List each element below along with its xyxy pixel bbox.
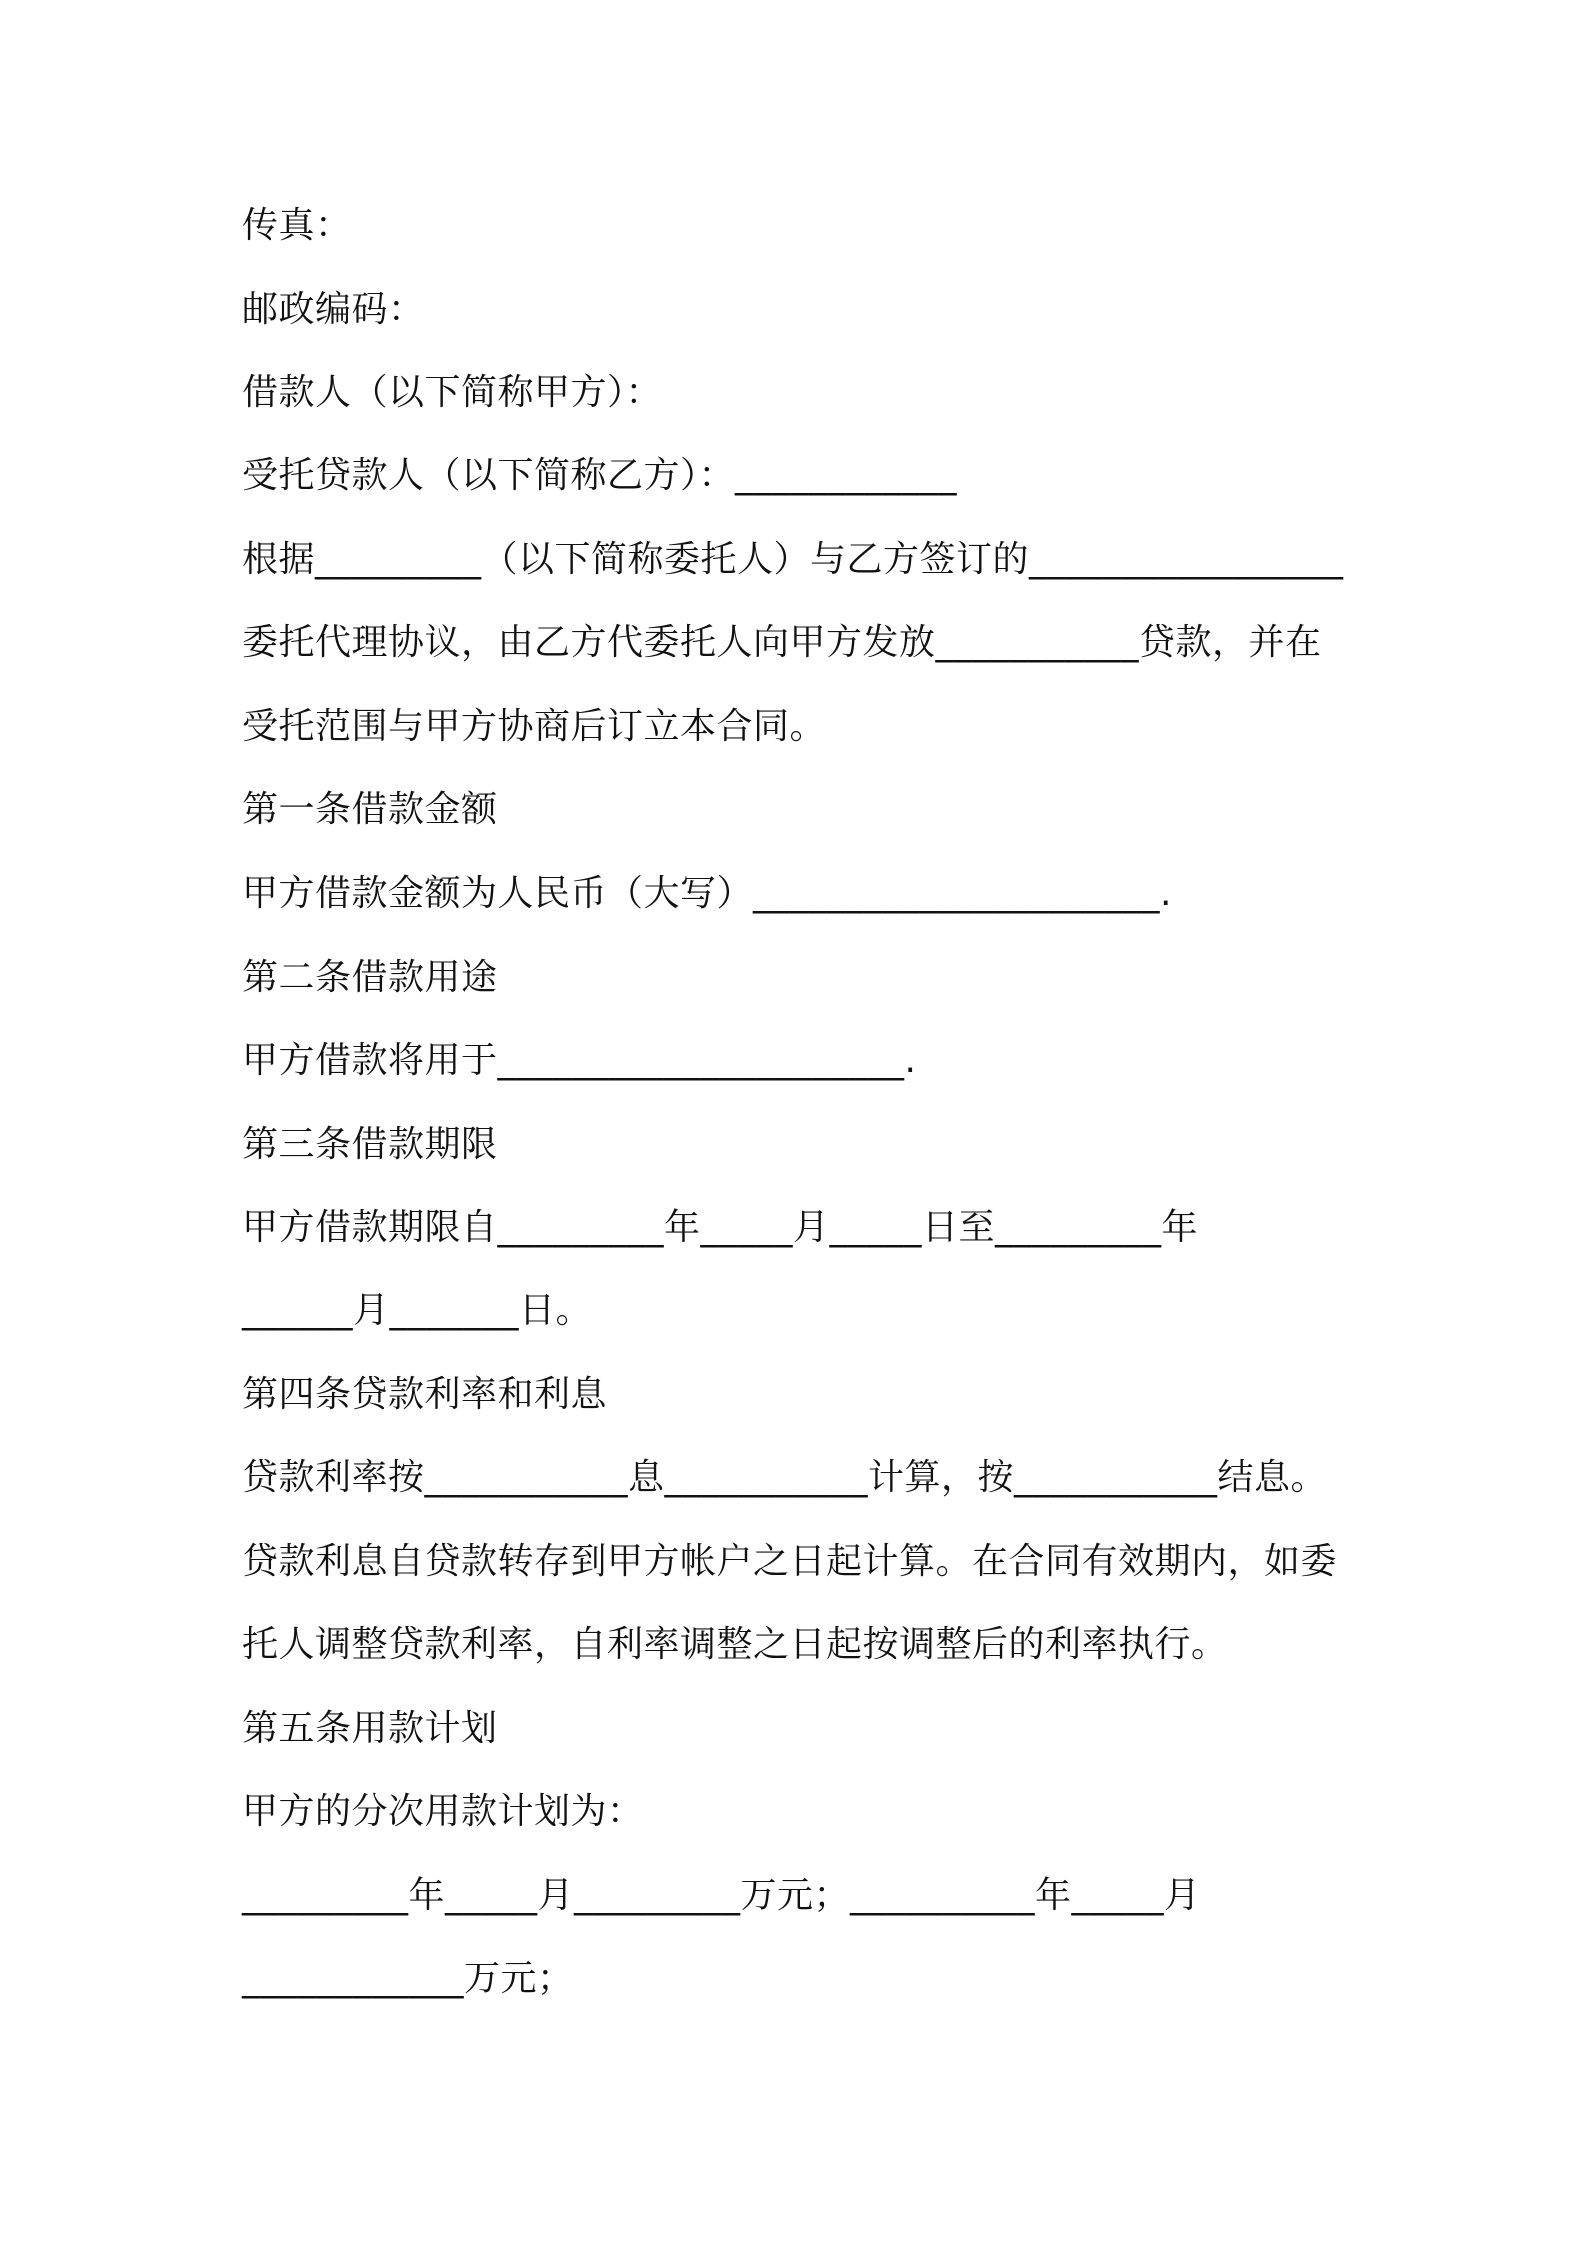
article-3-body-line-1: 甲方借款期限自_________年_____月_____日至_________年: [242, 1207, 1199, 1248]
lender-label: 受托贷款人（以下简称乙方）：____________: [242, 455, 958, 496]
preamble-line-2: 委托代理协议，由乙方代委托人向甲方发放___________贷款，并在: [242, 622, 1322, 663]
article-3-heading: 第三条借款期限: [242, 1124, 498, 1165]
preamble-line-3: 受托范围与甲方协商后订立本合同。: [242, 706, 827, 747]
borrower-label: 借款人（以下简称甲方）：: [242, 372, 663, 413]
article-4-heading: 第四条贷款利率和利息: [242, 1374, 608, 1415]
article-5-body-line-2: _________年_____月_________万元；__________年_____月: [242, 1875, 1201, 1916]
preamble-line-1: 根据_________（以下简称委托人）与乙方签订的_________________: [242, 539, 1344, 580]
article-5-body-line-3: ____________万元；: [242, 1958, 574, 1999]
article-1-body: 甲方借款金额为人民币（大写）______________________.: [242, 873, 1172, 914]
postal-code-label: 邮政编码：: [242, 289, 425, 330]
article-4-body-line-1: 贷款利率按___________息___________计算，按___________结息。: [242, 1457, 1328, 1498]
article-3-body-line-2: ______月_______日。: [242, 1290, 593, 1331]
article-5-heading: 第五条用款计划: [242, 1708, 498, 1749]
article-2-heading: 第二条借款用途: [242, 957, 498, 998]
article-4-body-line-3: 托人调整贷款利率，自利率调整之日起按调整后的利率执行。: [242, 1624, 1228, 1665]
article-4-body-line-2: 贷款利息自贷款转存到甲方帐户之日起计算。在合同有效期内，如委: [242, 1541, 1338, 1582]
article-2-body: 甲方借款将用于______________________.: [242, 1040, 917, 1081]
fax-label: 传真：: [242, 205, 352, 246]
article-5-body-line-1: 甲方的分次用款计划为：: [242, 1791, 644, 1832]
article-1-heading: 第一条借款金额: [242, 789, 498, 830]
